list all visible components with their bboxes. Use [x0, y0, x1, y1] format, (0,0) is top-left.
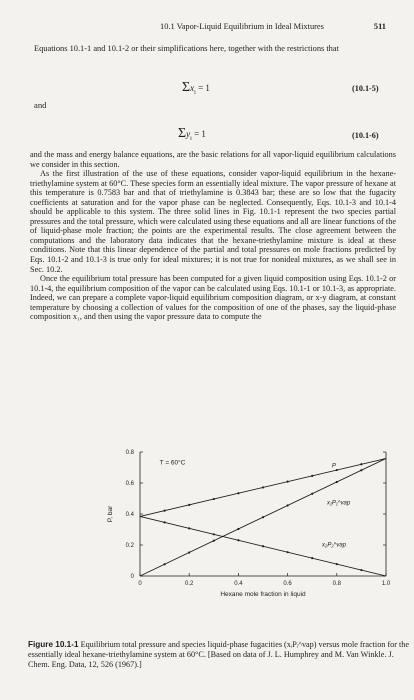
y-tick-label: 0.8	[125, 450, 134, 456]
equation-subscript: i	[190, 135, 192, 142]
equation-number-2: (10.1-6)	[352, 131, 379, 140]
equation-variable: y	[186, 129, 191, 139]
running-title: 10.1 Vapor-Liquid Equilibrium in Ideal Mixtures	[160, 22, 324, 31]
data-point	[287, 551, 289, 553]
data-point	[360, 469, 362, 471]
sigma-symbol: Σ	[182, 80, 191, 95]
equation-sum-x	[182, 80, 210, 96]
x-tick-label: 0.8	[332, 581, 341, 587]
x-axis-label: Hexane mole fraction in liquid	[220, 591, 306, 598]
data-point	[336, 469, 338, 471]
data-point	[213, 533, 215, 535]
sigma-symbol: Σ	[178, 126, 187, 141]
series-label: P	[331, 463, 336, 470]
data-point	[164, 510, 166, 512]
series-label: x₂P₂^vap	[322, 542, 347, 549]
y-axis-label: P, bar	[107, 505, 114, 523]
equation-rhs: = 1	[195, 83, 210, 93]
data-point	[164, 521, 166, 523]
data-point	[262, 486, 264, 488]
data-point	[287, 504, 289, 506]
figure-label: Figure 10.1-1	[28, 640, 79, 649]
equation-number-1: (10.1-5)	[352, 84, 379, 93]
data-point	[336, 481, 338, 483]
data-point	[188, 527, 190, 529]
y-tick-label: 0.4	[125, 512, 134, 518]
intro-text: Equations 10.1-1 and 10.1-2 or their simplifications here, together with the restrictions that	[34, 44, 339, 53]
y-tick-label: 0	[130, 574, 134, 580]
x-tick-label: 1.0	[381, 581, 391, 587]
temperature-annotation: T = 60°C	[159, 459, 186, 467]
x-tick-label: 0	[138, 581, 142, 587]
page-number: 511	[373, 22, 386, 31]
y-tick-label: 0.2	[125, 543, 134, 549]
data-point	[311, 493, 313, 495]
body-text	[30, 150, 396, 322]
caption-text: Equilibrium total pressure and species liquid-phase fugacities (xᵢPᵢ^vap) versus mole fraction for the essentially ideal hexane-triethylamine system at 60°C. [Based on data of J. L. Humphrey and M. Van Winkle. J. Chem. Eng. Data, 12, 526 (1967).]	[28, 640, 410, 669]
equation-rhs: = 1	[191, 129, 206, 139]
running-header	[160, 22, 400, 31]
equation-subscript: i	[194, 89, 196, 96]
data-point	[237, 528, 239, 530]
x-tick-label: 0.6	[283, 581, 292, 587]
figure-caption	[28, 640, 412, 670]
paragraph: As the first illustration of the use of these equations, consider vapor-liquid equilibrium in the hexane-triethylamine system at 60°C. These species form an essentially ideal mixture. The vapor pressure of hexane at this temperature is 0.7583 bar and that of triethylamine is 0.3843 bar; these are so low that the fugacity coefficients at saturation and for the vapor phase can be neglected. Consequently, Eqs. 10.1-3 and 10.1-4 should be applicable to this system. The three solid lines in Fig. 10.1-1 represent the two species partial pressures and the total pressure, which were calculated using these equations and all are linear functions of the of liquid-phase mole fraction; the points are the experimental results. The close agreement between the computations and the laboratory data indicates that the hexane-triethylamine mixture is ideal at these conditions. Note that this linear dependence of the partial and total pressures on mole fractions predicted by Eqs. 10.1-2 and 10.1-3 is true only for ideal mixtures; it is not true for nonideal mixtures, as we shall see in Sec. 10.2.	[30, 169, 396, 274]
data-point	[360, 463, 362, 465]
data-point	[287, 481, 289, 483]
paragraph: Once the equilibrium total pressure has been computed for a given liquid composition using Eqs. 10.1-2 or 10.1-4, the equilibrium composition of the vapor can be calculated using Eqs. 10.1-1 or 10.1-3, as appropriate. Indeed, we can prepare a complete vapor-liquid equilibrium composition diagram, or x-y diagram, at constant temperature by choosing a collection of values for the composition of one of the phases, say the liquid-phase composition x₁, and then using the vapor pressure data to compute the	[30, 274, 396, 322]
x-tick-label: 0.2	[185, 581, 194, 587]
data-point	[213, 540, 215, 542]
pressure-composition-chart	[22, 440, 412, 620]
data-point	[213, 498, 215, 500]
paragraph: and the mass and energy balance equations, are the basic relations for all vapor-liquid equilibrium calculations we consider in this section.	[30, 150, 396, 169]
data-point	[164, 563, 166, 565]
data-point	[237, 492, 239, 494]
series-label: x₁P₁^vap	[326, 500, 351, 507]
y-tick-label: 0.6	[125, 481, 134, 487]
equation-variable: x	[190, 83, 195, 93]
data-point	[336, 563, 338, 565]
data-point	[262, 545, 264, 547]
x-tick-label: 0.4	[234, 581, 243, 587]
data-point	[311, 557, 313, 559]
data-point	[188, 551, 190, 553]
data-point	[188, 504, 190, 506]
equation-sum-y	[178, 126, 206, 142]
figure-10-1-1	[22, 440, 412, 620]
data-point	[237, 539, 239, 541]
data-point	[360, 569, 362, 571]
and-word: and	[34, 100, 47, 110]
data-point	[311, 475, 313, 477]
data-point	[262, 516, 264, 518]
